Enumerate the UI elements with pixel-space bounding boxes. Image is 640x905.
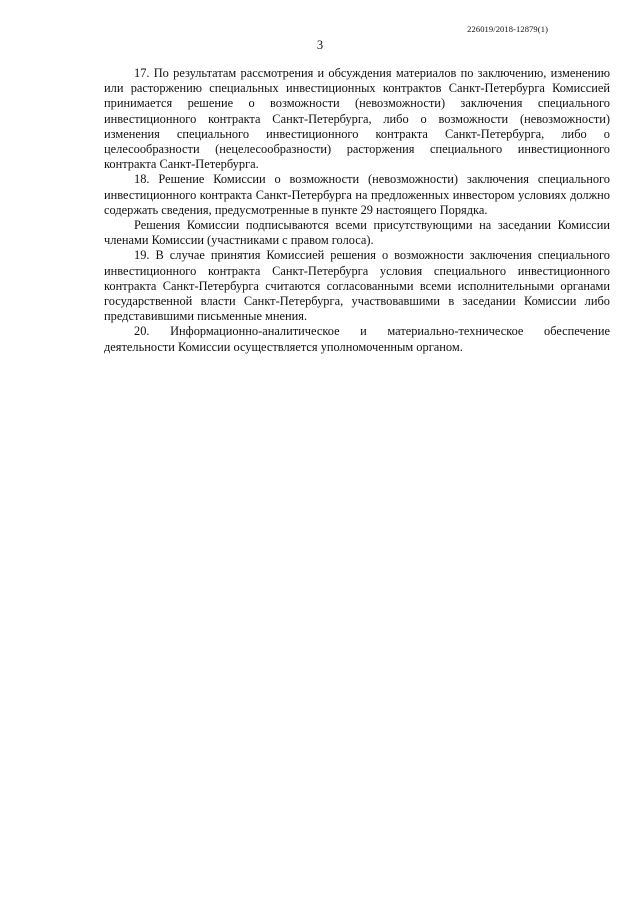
document-body [104, 66, 610, 355]
paragraph-18: 18. Решение Комиссии о возможности (невозможности) заключения специального инвестиционного контракта Санкт-Петербурга на предложенных инвестором условиях должно содержать сведения, предусмотренные в пункте 29 настоящего Порядка. [104, 172, 610, 217]
document-number: 226019/2018-12879(1) [467, 24, 548, 34]
page-number: 3 [316, 38, 324, 52]
paragraph-17: 17. По результатам рассмотрения и обсуждения материалов по заключению, изменению или расторжению специальных инвестиционных контрактов Санкт-Петербурга Комиссией принимается решение о возможности (невозможности) заключения специального инвестиционного контракта Санкт-Петербурга, либо о возможности (невозможности) изменения специального инвестиционного контракта Санкт-Петербурга, либо о целесообразности (нецелесообразности) расторжения специального инвестиционного контракта Санкт-Петербурга. [104, 66, 610, 172]
paragraph-signing: Решения Комиссии подписываются всеми присутствующими на заседании Комиссии членами Комиссии (участниками с правом голоса). [104, 218, 610, 248]
paragraph-20: 20. Информационно-аналитическое и материально-техническое обеспечение деятельности Комиссии осуществляется уполномоченным органом. [104, 324, 610, 354]
paragraph-19: 19. В случае принятия Комиссией решения о возможности заключения специального инвестиционного контракта Санкт-Петербурга условия специального инвестиционного контракта Санкт-Петербурга считаются согласованными всеми исполнительными органами государственной власти Санкт-Петербурга, участвовавшими в заседании Комиссии либо представившими письменные мнения. [104, 248, 610, 324]
